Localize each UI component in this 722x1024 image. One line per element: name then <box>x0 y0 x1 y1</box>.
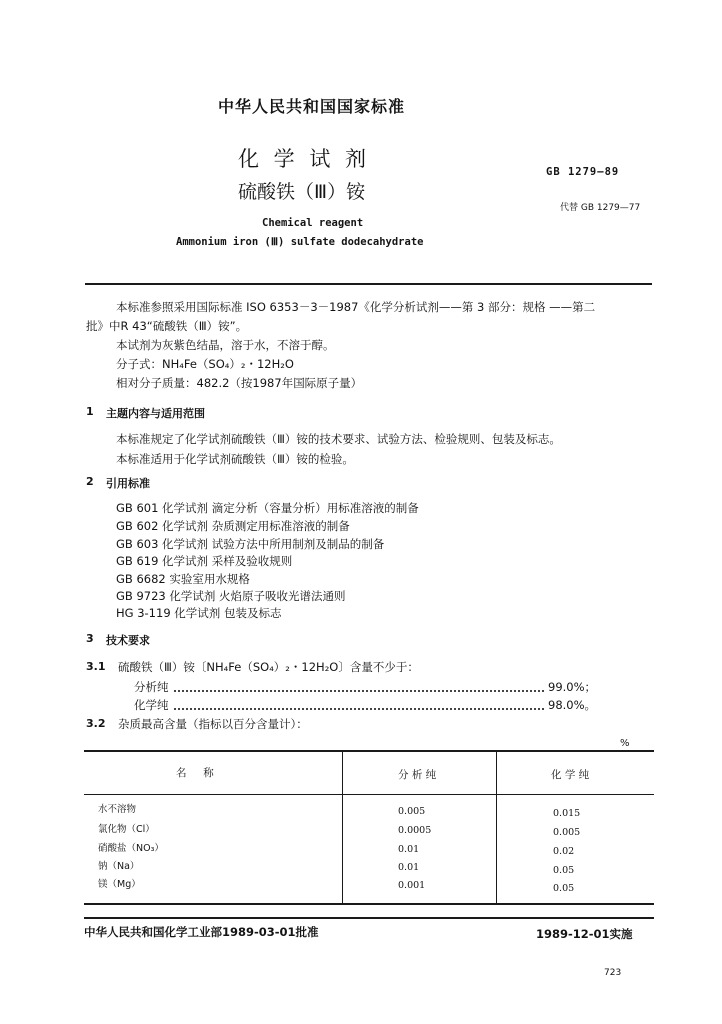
table-header-name: 名 称 <box>176 767 214 779</box>
subsection-3-1-text: 硫酸铁（Ⅲ）铵〔NH₄Fe（SO₄）₂・12H₂O〕含量不少于： <box>118 660 419 674</box>
molecular-mass: 相对分子质量：482.2（按1987年国际原子量） <box>116 376 363 390</box>
table-cell-chemical: 0.05 <box>553 883 575 894</box>
section-2-title: 引用标准 <box>106 477 150 490</box>
table-bottom-rule <box>84 903 654 905</box>
table-cell-analytical: 0.01 <box>398 862 420 873</box>
section-1-title: 主题内容与适用范围 <box>106 407 205 420</box>
table-cell-chemical: 0.015 <box>553 808 581 819</box>
table-cell-chemical: 0.005 <box>553 827 581 838</box>
grade-analytical-value: 99.0%； <box>548 680 597 694</box>
table-cell-name: 水不溶物 <box>98 804 137 815</box>
table-cell-chemical: 0.02 <box>553 846 575 857</box>
table-cell-analytical: 0.001 <box>398 880 426 891</box>
grade-chemical-label: 化学纯 <box>134 698 169 712</box>
reference-item: HG 3-119 化学试剂 包装及标志 <box>116 606 282 620</box>
section-1-paragraph-2: 本标准适用于化学试剂硫酸铁（Ⅲ）铵的检验。 <box>116 452 354 466</box>
replaces-note: 代替 GB 1279—77 <box>560 203 641 213</box>
subsection-3-2-number: 3.2 <box>86 717 106 730</box>
table-cell-analytical: 0.005 <box>398 806 426 817</box>
intro-line-2: 批》中R 43“硫酸铁（Ⅲ）铵”。 <box>86 319 248 333</box>
grade-chemical-value: 98.0%。 <box>548 698 597 712</box>
section-1-paragraph-1: 本标准规定了化学试剂硫酸铁（Ⅲ）铵的技术要求、试验方法、检验规则、包装及标志。 <box>116 432 561 446</box>
table-header-rule <box>84 794 654 795</box>
reference-item: GB 9723 化学试剂 火焰原子吸收光谱法通则 <box>116 589 346 603</box>
reference-item: GB 603 化学试剂 试验方法中所用制剂及制品的制备 <box>116 537 385 551</box>
section-3-title: 技术要求 <box>106 634 150 647</box>
section-3-number: 3 <box>86 632 94 645</box>
standard-number: GB 1279—89 <box>546 166 620 178</box>
table-cell-chemical: 0.05 <box>553 865 575 876</box>
table-cell-analytical: 0.01 <box>398 844 420 855</box>
leader-dots <box>174 690 544 692</box>
national-standard-heading: 中华人民共和国国家标准 <box>218 97 406 116</box>
reference-item: GB 602 化学试剂 杂质测定用标准溶液的制备 <box>116 519 350 533</box>
table-column-divider <box>342 751 343 903</box>
table-top-rule <box>84 750 654 752</box>
table-cell-name: 氯化物（Cl） <box>98 824 155 835</box>
intro-line-1: 本标准参照采用国际标准 ISO 6353－3－1987《化学分析试剂——第 3 部分：规格 ——第二 <box>116 300 596 314</box>
leader-dots <box>174 708 544 710</box>
header-divider <box>85 283 652 285</box>
page-number: 723 <box>604 968 622 978</box>
table-cell-name: 硝酸盐（NO₃） <box>98 843 164 854</box>
intro-line-3: 本试剂为灰紫色结晶，溶于水，不溶于醇。 <box>116 338 335 352</box>
unit-label: % <box>620 738 630 749</box>
english-title-1: Chemical reagent <box>262 217 364 229</box>
english-title-2: Ammonium iron (Ⅲ) sulfate dodecahydrate <box>176 236 424 248</box>
approval-statement: 中华人民共和国化学工业部1989-03-01批准 <box>84 925 319 939</box>
subsection-3-2-text: 杂质最高含量（指标以百分含量计）： <box>118 717 308 731</box>
section-1-number: 1 <box>86 405 94 418</box>
reference-item: GB 619 化学试剂 采样及验收规则 <box>116 554 293 568</box>
table-header-analytical: 分 析 纯 <box>398 769 437 781</box>
table-header-chemical: 化 学 纯 <box>551 769 590 781</box>
table-cell-name: 镁（Mg） <box>98 879 141 890</box>
title-line-2: 硫酸铁（Ⅲ）铵 <box>238 181 366 203</box>
title-line-1: 化 学 试 剂 <box>238 147 371 171</box>
molecular-formula: 分子式：NH₄Fe（SO₄）₂・12H₂O <box>116 357 294 371</box>
table-column-divider <box>496 751 497 903</box>
table-cell-name: 钠（Na） <box>98 861 140 872</box>
implementation-date: 1989-12-01实施 <box>536 927 633 941</box>
footer-divider <box>84 917 654 919</box>
subsection-3-1-number: 3.1 <box>86 660 106 673</box>
grade-analytical-label: 分析纯 <box>134 680 169 694</box>
reference-item: GB 6682 实验室用水规格 <box>116 572 250 586</box>
section-2-number: 2 <box>86 475 94 488</box>
table-cell-analytical: 0.0005 <box>398 825 432 836</box>
reference-item: GB 601 化学试剂 滴定分析（容量分析）用标准溶液的制备 <box>116 501 419 515</box>
